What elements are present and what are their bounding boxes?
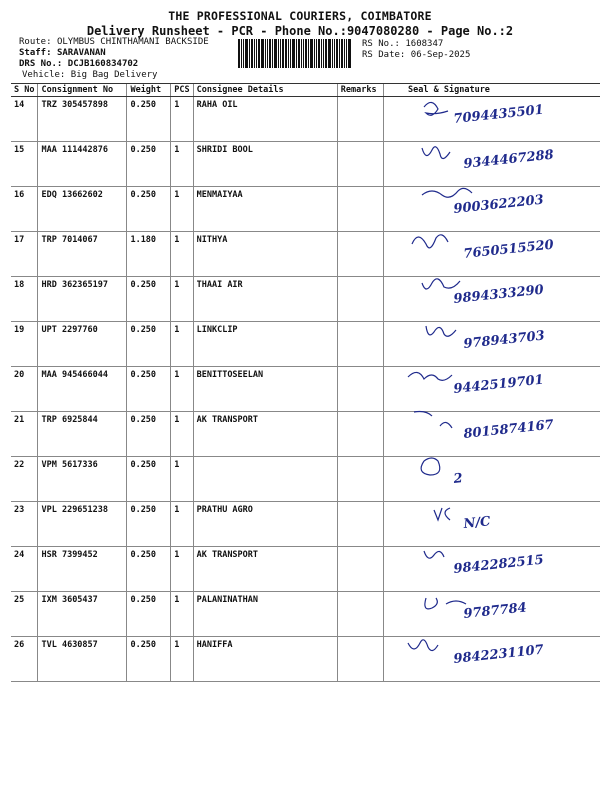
barcode-bar [243,39,244,68]
drs-label: DRS No.: [19,59,63,69]
cell-pcs: 1 [171,502,193,547]
barcode-bar [267,39,268,68]
barcode-bar [348,39,351,68]
barcode-bar [301,39,302,68]
barcode-bar [336,39,338,68]
barcode-bar [305,39,307,68]
cell-consignment-no: HRD 362365197 [38,277,127,322]
cell-remarks [337,592,383,637]
signature-scrawl [426,326,456,336]
cell-remarks [337,142,383,187]
barcode-bar [251,39,253,68]
barcode-bar [278,39,279,68]
barcode-bar [269,39,271,68]
signature-phone-text: 7094435501 [452,102,545,127]
route-label: Route: [19,37,52,47]
signature-scrawl [422,279,460,289]
barcode-bar [285,39,287,68]
cell-pcs: 1 [171,547,193,592]
cell-sno: 26 [11,637,38,682]
barcode-bar [344,39,345,68]
cell-consignee: THAAI AIR [193,277,337,322]
runsheet-title: Delivery Runsheet - PCR - Phone No.:9047080280 - Page No.:2 [86,24,514,38]
cell-sno: 18 [11,277,38,322]
cell-sno: 21 [11,412,38,457]
cell-consignment-no: MAA 111442876 [38,142,127,187]
cell-consignment-no: TRP 6925844 [38,412,127,457]
signature-scrawl [424,551,444,558]
cell-sno: 24 [11,547,38,592]
barcode-bar [339,39,340,68]
staff-value: SARAVANAN [56,48,106,58]
barcode-bar [318,39,320,68]
cell-pcs: 1 [171,322,193,367]
cell-remarks [337,502,383,547]
cell-sno: 20 [11,367,38,412]
barcode-bar [288,39,289,68]
cell-weight: 0.250 [127,502,171,547]
rs-no-label: RS No.: [362,39,400,49]
cell-pcs: 1 [171,277,193,322]
barcode [238,39,358,68]
barcode-bar [238,39,240,68]
cell-sno: 25 [11,592,38,637]
route-value: OLYMBUS CHINTHAMANI BACKSIDE [56,37,209,47]
cell-pcs: 1 [171,97,193,142]
barcode-bar [332,39,333,68]
rs-no-line [362,39,443,49]
cell-sno: 17 [11,232,38,277]
cell-consignee: BENITTOSEELAN [193,367,337,412]
barcode-bar [258,39,260,68]
cell-pcs: 1 [171,412,193,457]
barcode-bar [298,39,300,68]
cell-signature [384,637,600,682]
cell-remarks [337,637,383,682]
cell-consignment-no: TRZ 305457898 [38,97,127,142]
signature-scrawl [421,458,440,475]
signature-phone-text: 8015874167 [462,417,555,442]
cell-remarks [337,412,383,457]
cell-weight: 0.250 [127,277,171,322]
barcode-bar [256,39,257,68]
signature-phone-text: 9842282515 [452,552,545,577]
barcode-bar [334,39,335,68]
col-pcs: PCS [171,84,193,97]
signature-phone-text: 9787784 [462,600,528,622]
cell-weight: 0.250 [127,412,171,457]
barcode-bar [323,39,324,68]
cell-consignee: PALANINATHAN [193,592,337,637]
barcode-bar [328,39,331,68]
cell-pcs: 1 [171,232,193,277]
cell-weight: 1.180 [127,232,171,277]
cell-sno: 19 [11,322,38,367]
cell-consignee: AK TRANSPORT [193,547,337,592]
signature-scrawl [408,640,438,651]
cell-consignee: SHRIDI BOOL [193,142,337,187]
cell-pcs: 1 [171,637,193,682]
barcode-bar [292,39,295,68]
cell-remarks [337,457,383,502]
drs-value: DCJB160834702 [67,59,139,69]
runsheet-table [11,83,600,682]
cell-weight: 0.250 [127,592,171,637]
barcode-bar [254,39,255,68]
signature-scrawl [422,188,472,197]
cell-remarks [337,232,383,277]
rs-no-value: 1608347 [405,39,444,49]
cell-remarks [337,187,383,232]
cell-consignment-no: HSR 7399452 [38,547,127,592]
cell-weight: 0.250 [127,187,171,232]
cell-sno: 16 [11,187,38,232]
barcode-bar [272,39,273,68]
signature-phone-text: 9842231107 [452,642,545,667]
col-seal-signature: Seal & Signature [384,84,600,97]
col-remarks: Remarks [337,84,383,97]
barcode-bar [249,39,250,68]
barcode-bar [280,39,281,68]
staff-label: Staff: [19,48,52,58]
cell-consignment-no: TVL 4630857 [38,637,127,682]
handwritten-signature [384,623,594,683]
cell-consignee: MENMAIYAA [193,187,337,232]
barcode-bar [310,39,313,68]
cell-consignment-no: IXM 3605437 [38,592,127,637]
barcode-bar [241,39,242,68]
signature-phone-text: 7650515520 [462,237,555,262]
rs-date-label: RS Date: [362,50,406,60]
barcode-bar [321,39,322,68]
signature-scrawl [424,102,448,115]
cell-remarks [337,277,383,322]
barcode-bar [303,39,304,68]
drs-line [19,59,138,69]
cell-weight: 0.250 [127,322,171,367]
signature-phone-text: 9894333290 [452,282,545,307]
cell-consignee: RAHA OIL [193,97,337,142]
cell-consignment-no: UPT 2297760 [38,322,127,367]
cell-consignee: LINKCLIP [193,322,337,367]
barcode-bar [245,39,248,68]
vehicle-line [22,70,157,80]
barcode-bar [261,39,264,68]
barcode-bar [314,39,315,68]
barcode-bar [308,39,309,68]
barcode-bar [282,39,284,68]
barcode-bar [290,39,291,68]
cell-pcs: 1 [171,187,193,232]
cell-consignee: HANIFFA [193,637,337,682]
barcode-bar [346,39,347,68]
signature-scrawl [425,598,466,609]
barcode-bar [274,39,277,68]
cell-weight: 0.250 [127,547,171,592]
cell-sno: 23 [11,502,38,547]
signature-phone-text: 9442519701 [452,372,545,397]
cell-consignment-no: EDQ 13662602 [38,187,127,232]
signature-scrawl [412,235,448,248]
cell-consignee [193,457,337,502]
cell-consignment-no: VPL 229651238 [38,502,127,547]
cell-consignment-no: MAA 945466044 [38,367,127,412]
signature-phone-text: 978943703 [462,328,546,352]
cell-consignment-no: TRP 7014067 [38,232,127,277]
col-weight: Weight [127,84,171,97]
vehicle-value: Big Bag Delivery [70,70,158,80]
company-title: THE PROFESSIONAL COURIERS, COIMBATORE [168,9,432,23]
vehicle-label: Vehicle: [22,70,66,80]
col-consignee-details: Consignee Details [193,84,337,97]
cell-sno: 14 [11,97,38,142]
cell-weight: 0.250 [127,637,171,682]
signature-phone-text: 9003622203 [452,192,545,217]
cell-remarks [337,322,383,367]
barcode-bar [325,39,327,68]
cell-consignment-no: VPM 5617336 [38,457,127,502]
route-line [19,37,209,47]
cell-weight: 0.250 [127,97,171,142]
cell-pcs: 1 [171,592,193,637]
staff-line [19,48,106,58]
table-row [11,637,600,682]
cell-sno: 15 [11,142,38,187]
signature-scrawl [408,372,452,380]
cell-weight: 0.250 [127,142,171,187]
barcode-bar [265,39,266,68]
signature-scrawl [434,508,450,520]
cell-consignee: AK TRANSPORT [193,412,337,457]
cell-consignee: PRATHU AGRO [193,502,337,547]
cell-pcs: 1 [171,457,193,502]
signature-phone-text: 2 [452,471,464,487]
barcode-bar [316,39,317,68]
cell-weight: 0.250 [127,367,171,412]
signature-scrawl [422,147,450,159]
cell-pcs: 1 [171,142,193,187]
cell-remarks [337,547,383,592]
barcode-bar [296,39,297,68]
col-consignment-no: Consignment No [38,84,127,97]
signature-phone-text: N/C [462,514,492,532]
cell-remarks [337,97,383,142]
cell-remarks [337,367,383,412]
col-sno: S No [11,84,38,97]
signature-phone-text: 9344467288 [462,147,555,172]
cell-pcs: 1 [171,367,193,412]
rs-date-value: 06-Sep-2025 [410,50,471,60]
signature-scrawl [414,412,452,429]
rs-date-line [362,50,470,60]
cell-consignee: NITHYA [193,232,337,277]
cell-weight: 0.250 [127,457,171,502]
cell-sno: 22 [11,457,38,502]
barcode-bar [341,39,343,68]
